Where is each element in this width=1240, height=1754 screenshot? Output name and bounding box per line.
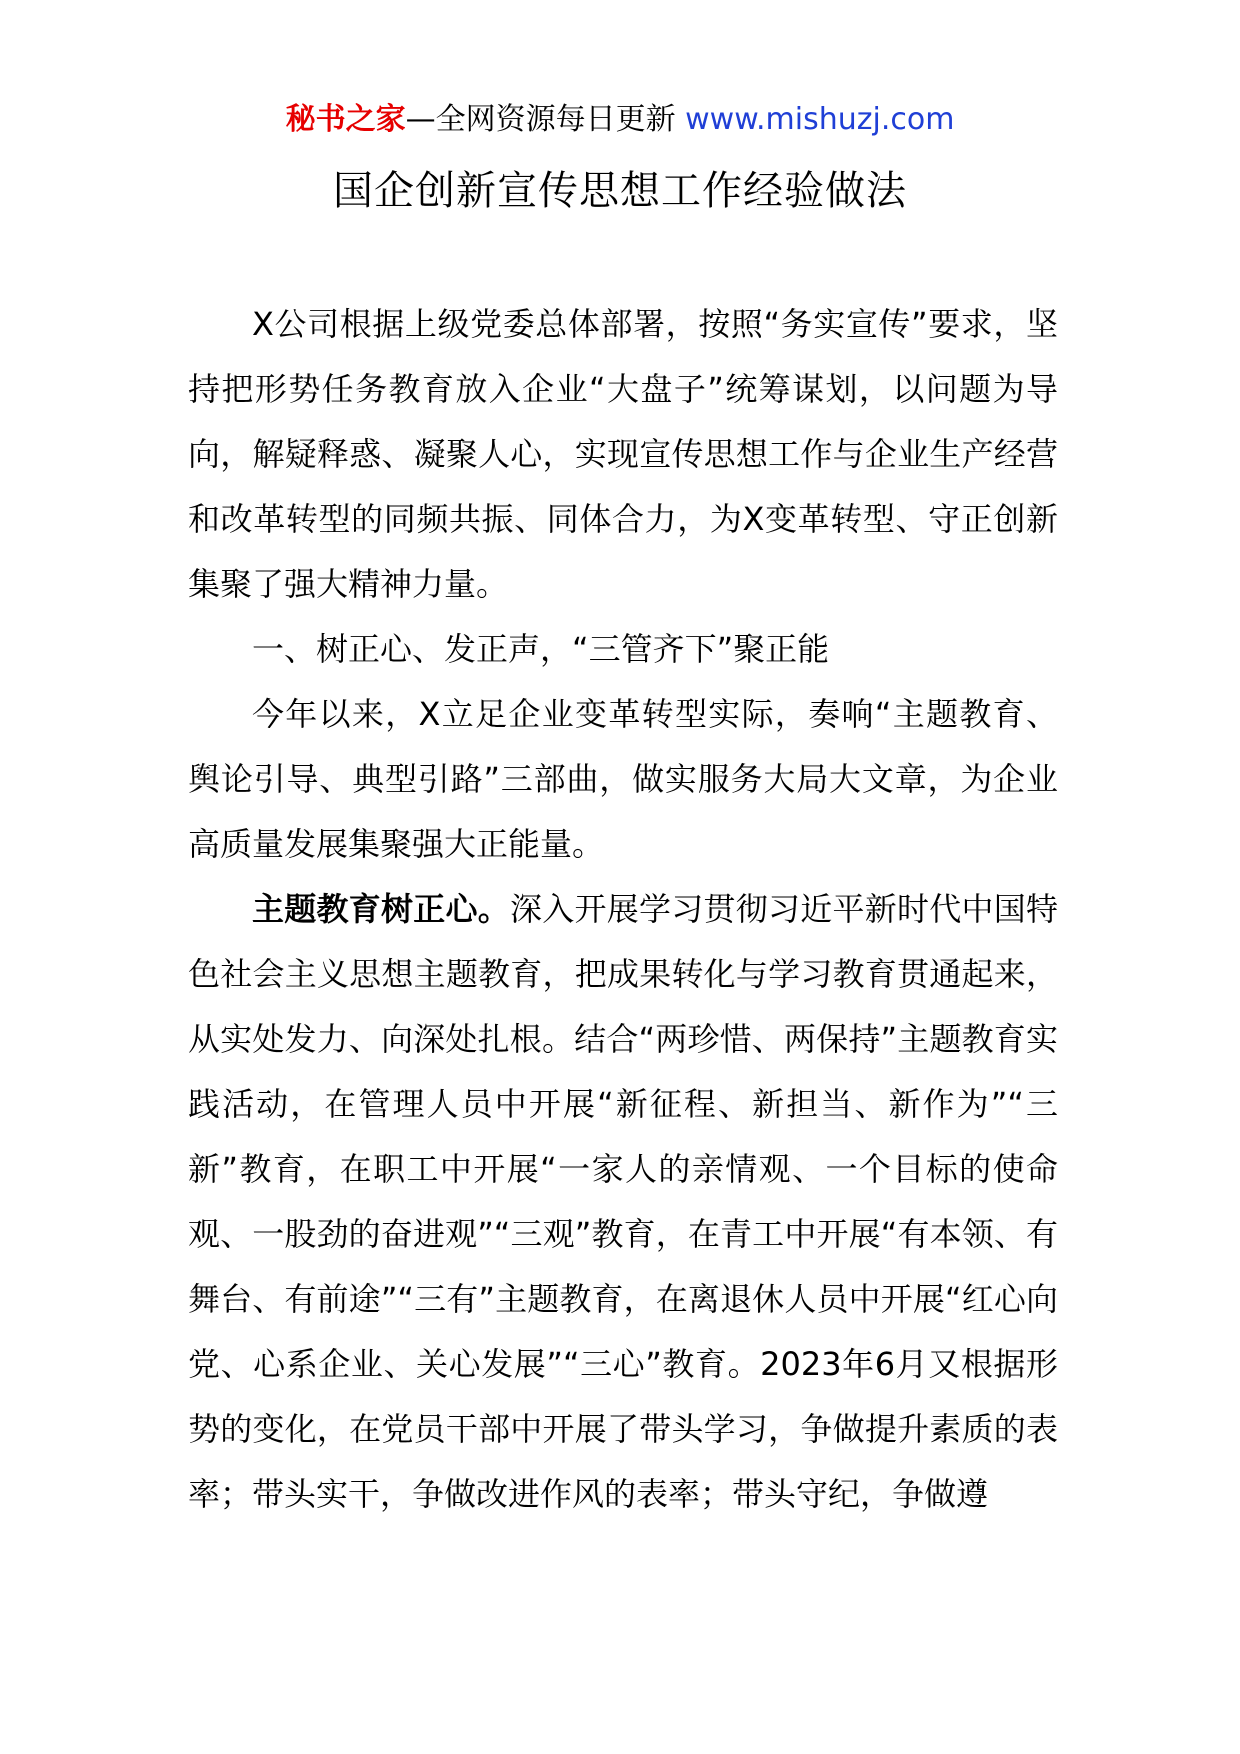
paragraph-text: X公司根据上级党委总体部署，按照“务实宣传”要求，坚持把形势任务教育放入企业“大盘子”统筹谋划，以问题为导向，解疑释惑、凝聚人心，实现宣传思想工作与企业生产经营和改革转型的同频共振、同体合力，为X变革转型、守正创新集聚了强大精神力量。 xyxy=(188,305,1058,603)
section-heading-1 xyxy=(188,617,1058,682)
document-body xyxy=(188,292,1058,1527)
site-brand: 秘书之家 xyxy=(285,102,406,137)
paragraph-theme-education xyxy=(188,877,1058,1527)
paragraph-lead: 主题教育树正心。 xyxy=(252,890,510,928)
paragraph-intro xyxy=(188,292,1058,617)
paragraph-section-1-intro xyxy=(188,682,1058,877)
site-slogan: —全网资源每日更新 xyxy=(405,102,676,137)
site-header xyxy=(0,100,1240,140)
document-title: 国企创新宣传思想工作经验做法 xyxy=(333,168,907,214)
paragraph-text: 今年以来，X立足企业变革转型实际，奏响“主题教育、舆论引导、典型引路”三部曲，做实服务大局大文章，为企业高质量发展集聚强大正能量。 xyxy=(188,695,1058,863)
site-url-link[interactable]: www.mishuzj.com xyxy=(685,102,955,137)
paragraph-text: 深入开展学习贯彻习近平新时代中国特色社会主义思想主题教育，把成果转化与学习教育贯通起来，从实处发力、向深处扎根。结合“两珍惜、两保持”主题教育实践活动，在管理人员中开展“新征程、新担当、新作为”“三新”教育，在职工中开展“一家人的亲情观、一个目标的使命观、一股劲的奋进观”“三观”教育，在青工中开展“有本领、有舞台、有前途”“三有”主题教育，在离退休人员中开展“红心向党、心系企业、关心发展”“三心”教育。2023年6月又根据形势的变化，在党员干部中开展了带头学习，争做提升素质的表率；带头实干，争做改进作风的表率；带头守纪，争做遵 xyxy=(188,890,1058,1513)
paragraph-text: 一、树正心、发正声，“三管齐下”聚正能 xyxy=(252,630,830,668)
